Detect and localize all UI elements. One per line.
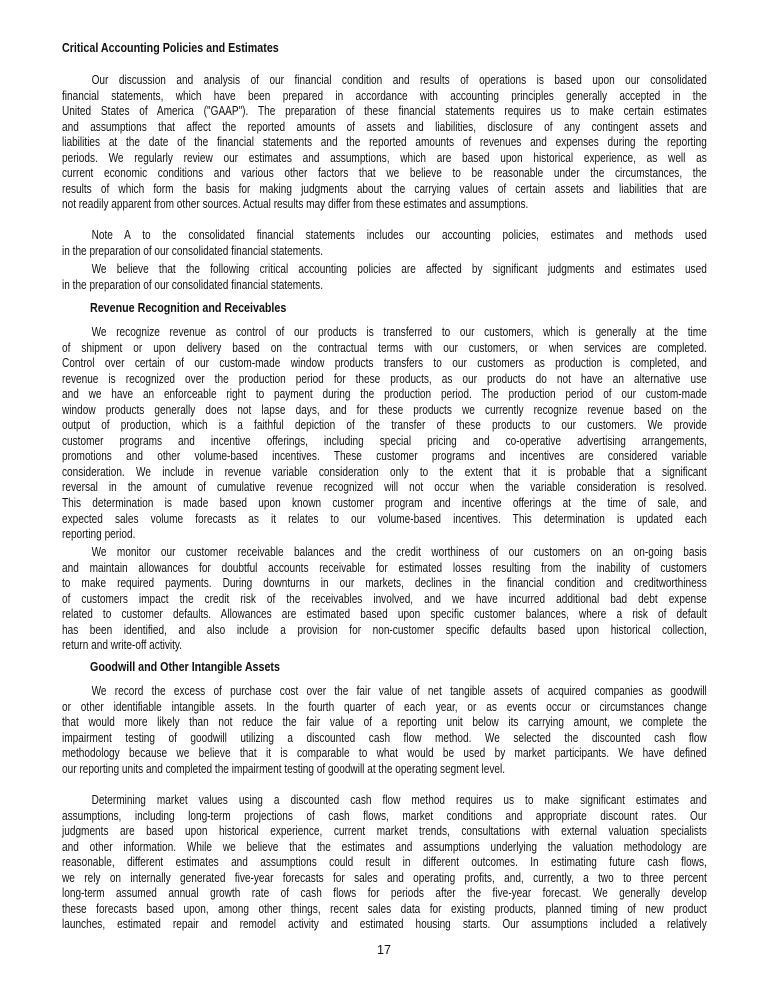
text-line: expected sales volume forecasts as it relates to our volume-based incentives. This determination is updated each xyxy=(62,511,707,526)
text-line: we rely on internally generated five-year forecasts for sales and operating profits, and, currently, a two to three percent xyxy=(62,870,707,885)
text-line: methodology because we believe that it is comparable to what would be used by market participants. We have defined xyxy=(62,746,707,761)
text-line: reversal in the amount of cumulative revenue recognized will not occur when the variable consideration is resolved. xyxy=(62,480,707,495)
paragraph xyxy=(62,545,707,654)
page-number: 17 xyxy=(376,943,391,957)
subsection-heading: Goodwill and Other Intangible Assets xyxy=(90,660,280,674)
section-heading: Critical Accounting Policies and Estimates xyxy=(62,41,279,55)
text-line: customer programs and incentive offerings, including special pricing and co-operative advertising arrangements, xyxy=(62,433,707,448)
text-line: and we have an enforceable right to payment during the production period. The production period of our custom-made xyxy=(62,387,707,402)
subsection-heading: Revenue Recognition and Receivables xyxy=(90,301,287,315)
text-line: has been identified, and also include a provision for non-customer specific defaults based upon historical collection, xyxy=(62,622,707,637)
text-line: and assumptions that affect the reported amounts of assets and liabilities, disclosure of any contingent assets and xyxy=(62,119,707,134)
paragraph xyxy=(62,228,707,259)
text-line: Note A to the consolidated financial statements includes our accounting policies, estimates and methods used xyxy=(91,228,707,242)
paragraph xyxy=(62,793,707,933)
text-line: We believe that the following critical accounting policies are affected by significant judgments and estimates used xyxy=(91,262,707,276)
text-line: of customers impact the credit risk of the receivables involved, and we have incurred additional bad debt expense xyxy=(62,591,707,606)
text-line: and other information. While we believe that the estimates and assumptions underlying the valuation methodology are xyxy=(62,839,707,854)
text-line: Determining market values using a discounted cash flow method requires us to make significant estimates and xyxy=(91,793,707,807)
paragraph xyxy=(62,73,707,213)
text-line: results of which form the basis for making judgments about the carrying values of certain assets and liabilities that are xyxy=(62,181,707,196)
text-line: these forecasts based upon, among other things, recent sales data for existing products, planned timing of new product xyxy=(62,901,707,916)
text-line: reporting period. xyxy=(62,527,136,542)
text-line: related to customer defaults. Allowances are estimated based upon specific customer balances, where a risk of default xyxy=(62,607,707,622)
text-line: in the preparation of our consolidated financial statements. xyxy=(62,243,323,258)
text-line: assumptions, including long-term projections of cash flows, market conditions and appropriate discount rates. Our xyxy=(62,808,707,823)
text-line: promotions and other volume-based incentives. These customer programs and incentives are considered variable xyxy=(62,449,707,464)
text-line: We record the excess of purchase cost over the fair value of net tangible assets of acquired companies as goodwill xyxy=(91,684,707,698)
text-line: Control over certain of our custom-made window products transfers to our customers as production is completed, and xyxy=(62,356,707,371)
text-line: output of production, which is a faithful depiction of the transfer of these products to our customers. We provide xyxy=(62,418,707,433)
text-line: of shipment or upon delivery based on the contractual terms with our customers, or when services are completed. xyxy=(62,340,707,355)
text-line: reasonable, different estimates and assumptions could result in different outcomes. In estimating future cash flows, xyxy=(62,855,707,870)
text-line: We recognize revenue as control of our products is transferred to our customers, which is generally at the time xyxy=(91,325,707,339)
text-line: not readily apparent from other sources. Actual results may differ from these estimates and assumptions. xyxy=(62,197,529,212)
text-line: long-term assumed annual growth rate of cash flows for periods after the five-year forecast. We generally develop xyxy=(62,886,707,901)
text-line: liabilities at the date of the financial statements and the reported amounts of revenues and expenses during the reporting xyxy=(62,135,707,150)
text-line: current economic conditions and various other factors that we believe to be reasonable under the circumstances, the xyxy=(62,166,707,181)
text-line: in the preparation of our consolidated financial statements. xyxy=(62,277,323,292)
text-line: This determination is made based upon known customer program and incentive offerings at the time of sale, and xyxy=(62,496,707,511)
text-line: launches, estimated repair and remodel activity and estimated housing starts. Our assumptions included a relatively xyxy=(62,917,707,932)
text-line: Our discussion and analysis of our financial condition and results of operations is based upon our consolidated xyxy=(91,73,707,87)
text-line: and maintain allowances for doubtful accounts receivable for estimated losses resulting from the inability of customers xyxy=(62,560,707,575)
text-line: consideration. We include in revenue variable consideration only to the extent that it is probable that a significant xyxy=(62,464,707,479)
text-line: judgments are based upon historical experience, current market trends, consultations with external valuation specialists xyxy=(62,824,707,839)
text-line: United States of America ("GAAP"). The preparation of these financial statements requires us to make certain estimates xyxy=(62,104,707,119)
text-line: return and write-off activity. xyxy=(62,638,183,653)
text-line: our reporting units and completed the impairment testing of goodwill at the operating segment level. xyxy=(62,761,505,776)
paragraph xyxy=(62,262,707,293)
paragraph xyxy=(62,684,707,777)
text-line: or other identifiable intangible assets. In the fourth quarter of each year, or as events occur or circumstances change xyxy=(62,699,707,714)
text-line: revenue is recognized over the production period for these products, as our products do not have an alternative use xyxy=(62,371,707,386)
paragraph xyxy=(62,325,707,543)
text-line: periods. We regularly review our estimates and assumptions, which are based upon historical experience, as well as xyxy=(62,150,707,165)
text-line: window products generally does not lapse days, and for these products we currently recognize revenue based on the xyxy=(62,402,707,417)
text-line: financial statements, which have been prepared in accordance with accounting principles generally accepted in the xyxy=(62,88,707,103)
text-line: impairment testing of goodwill utilizing a discounted cash flow method. We selected the discounted cash flow xyxy=(62,730,707,745)
text-line: We monitor our customer receivable balances and the credit worthiness of our customers on an on-going basis xyxy=(91,545,707,559)
text-line: that would more likely than not reduce the fair value of a reporting unit below its carrying amount, we complete the xyxy=(62,715,707,730)
text-line: to make required payments. During downturns in our markets, declines in the financial condition and creditworthiness xyxy=(62,576,707,591)
